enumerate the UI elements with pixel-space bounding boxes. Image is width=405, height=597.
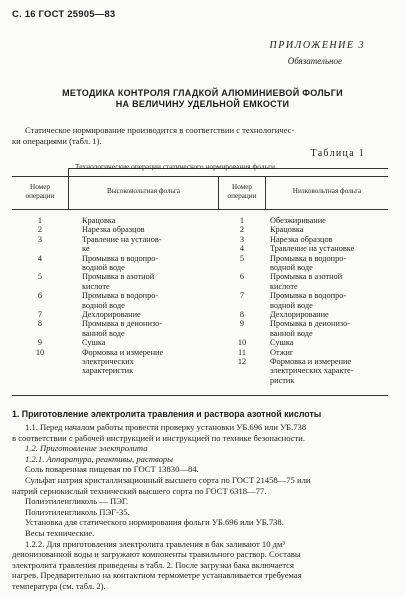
row-5-op-high-line-1: Промывка в азотной [82, 272, 155, 282]
body-line-12: 1.2.2. Для приготовления электролита травления в бак заливают 10 дм³ [25, 538, 286, 549]
col-header-number-1-line-1: Номер [30, 183, 50, 191]
row-5-op-low-line-2: кислоте [270, 281, 298, 291]
table-bottom-rule [12, 395, 388, 396]
row-8-number-high: 8 [37, 319, 43, 329]
row-10-number-low: 11 [238, 347, 246, 357]
col-header-number-1 [12, 183, 68, 200]
row-5-number-low: 6 [239, 272, 245, 282]
row-4-op-high-line-1: Промывка в водопро- [82, 253, 159, 263]
row-5-op-high-line-2: кислоте [82, 281, 110, 291]
row-1-op-high-line-1: Крацовка [82, 216, 116, 225]
row-9-number-high: 9 [37, 338, 43, 348]
intro-line-2: ки операциями (табл. 1). [12, 136, 102, 146]
row-9-number-low: 10 [237, 338, 247, 348]
document-title-line-1: МЕТОДИКА КОНТРОЛЯ ГЛАДКОЙ АЛЮМИНИЕВОЙ ФОЛЬГИ [62, 88, 343, 98]
col-header-number-2-line-2: операции [227, 191, 257, 200]
row-6-op-low-line-2: водной воде [270, 300, 313, 310]
row-4-op-high-line-2: водной воде [82, 263, 125, 272]
intro-line-1: Статическое нормирование производится в соответствии с технологичес- [25, 125, 295, 135]
row-10-op-low-b-line-2: электрических характе- [270, 366, 354, 376]
row-10-op-high-line-2: электрических [82, 357, 134, 366]
row-10-op-high-line-3: характеристик [82, 366, 134, 376]
body-line-8: Полиэтиленгликоль — ПЭГ. [25, 496, 129, 507]
row-6-number-high: 6 [37, 291, 43, 301]
table-caption: Таблица 1 [310, 148, 365, 159]
row-1-op-low-line-1: Обезжиривание [270, 216, 326, 225]
col-header-high-voltage: Высоковольтная фольга [106, 187, 180, 195]
col-header-number-2 [219, 183, 265, 200]
row-8-op-high-line-1: Промывка в деионизо- [82, 319, 163, 329]
row-4-number-high: 4 [37, 253, 43, 263]
row-4-op-low-line-2: водной воде [270, 263, 313, 272]
page-header: С. 16 ГОСТ 25905—83 [12, 9, 116, 20]
body-line-14: электролита травления приведены в табл. 2. После загрузки бака включается [12, 559, 294, 570]
section-title: 1. Приготовление электролита травления и раствора азотной кислоты [12, 409, 322, 419]
row-3-op-high-line-2: ке [82, 244, 90, 254]
row-6-op-low-line-1: Промывка в водопро- [270, 291, 347, 301]
appendix-title: ПРИЛОЖЕНИЕ 3 [269, 40, 365, 51]
body-line-2: в соответствии с рабочей инструкцией и инструкцией по технике безопасности. [12, 432, 306, 443]
row-3-number-high: 3 [37, 234, 43, 244]
body-line-11: Весы технические. [25, 528, 95, 538]
row-3-op-low-b-line-1: Травление на установке [270, 244, 355, 254]
row-6-op-high-line-2: водной воде [82, 300, 125, 310]
col-header-number-2-line-1: Номер [232, 183, 252, 191]
body-line-15: нагрев. Предварительно на контактном термометре устанавливается требуемая [12, 570, 302, 581]
row-10-number-low-b: 12 [237, 357, 247, 366]
row-7-number-high: 7 [37, 310, 43, 319]
row-4-number-low: 5 [239, 253, 245, 263]
body-line-16: температура (см. табл. 2). [12, 581, 106, 591]
row-2-op-low-line-1: Крацовка [270, 225, 304, 235]
row-2-number-low: 2 [239, 225, 245, 235]
row-3-op-high-line-1: Травление на установ- [82, 234, 162, 244]
col-header-number-1-line-2: операции [25, 191, 55, 200]
body-line-7: натрий сернокислый технический высшего сорта по ГОСТ 6318—77. [12, 485, 267, 496]
body-line-3: 1.2. Приготовление электролита [25, 443, 148, 454]
row-3-number-low: 3 [239, 234, 245, 244]
row-1-number-low: 1 [239, 216, 245, 225]
document-title-line-2: НА ВЕЛИЧИНУ УДЕЛЬНОЙ ЕМКОСТИ [115, 99, 290, 109]
body-line-1: 1.1. Перед началом работы провести проверку установки УБ.696 или УБ.738 [25, 422, 307, 432]
row-2-number-high: 2 [37, 225, 43, 235]
row-10-op-high-line-1: Формовка и измерение [82, 347, 164, 357]
row-1-number-high: 1 [37, 216, 43, 225]
row-10-op-low-line-1: Отжиг [270, 347, 294, 357]
table-header-rule [12, 209, 388, 210]
row-5-op-low-line-1: Промывка в азотной [270, 272, 343, 282]
row-7-op-low-line-1: Дехлорирование [270, 310, 329, 319]
body-line-9: Полиэтиленгликоль ПЭГ-35. [25, 506, 130, 517]
row-7-op-high-line-1: Дехлорирование [82, 310, 141, 319]
col-header-low-voltage: Низковольтная фольга [292, 187, 362, 195]
body-line-4: 1.2.1. Аппаратура, реактивы, растворы [25, 453, 173, 464]
row-9-op-high-line-1: Сушка [82, 338, 106, 348]
table-group-header: Технологические операции статического нормирования фольги [75, 162, 275, 171]
row-9-op-low-line-1: Сушка [270, 338, 294, 348]
body-line-5: Соль поваренная пищевая по ГОСТ 13830—84. [25, 464, 199, 475]
row-8-op-low-line-2: ванной воде [270, 328, 313, 338]
body-line-10: Установка для статического нормирования фольги УБ.696 или УБ.738. [25, 517, 284, 528]
row-2-op-high-line-1: Нарезка образцов [82, 225, 145, 235]
row-8-op-low-line-1: Промывка в деионизо- [270, 319, 351, 329]
row-7-number-low: 8 [239, 310, 245, 319]
row-5-number-high: 5 [37, 272, 43, 282]
row-4-op-low-line-1: Промывка в водопро- [270, 253, 347, 263]
row-10-number-high: 10 [35, 347, 45, 357]
row-8-op-high-line-2: ванной воде [82, 328, 125, 338]
row-10-op-low-b-line-3: ристик [270, 375, 295, 385]
row-3-number-low-b: 4 [239, 244, 245, 254]
row-10-op-low-b-line-1: Формовка и измерение [270, 357, 352, 366]
row-8-number-low: 9 [239, 319, 245, 329]
row-6-number-low: 7 [239, 291, 245, 301]
row-3-op-low-line-1: Нарезка образцов [270, 234, 333, 244]
body-line-13: деионизованной воды и загружают компоненты травильного раствор. Составы [12, 549, 301, 560]
appendix-note: Обязательное [287, 56, 342, 66]
row-6-op-high-line-1: Промывка в водопро- [82, 291, 159, 301]
body-line-6: Сульфат натрия кристаллизационный высшего сорта по ГОСТ 21458—75 или [25, 475, 311, 485]
